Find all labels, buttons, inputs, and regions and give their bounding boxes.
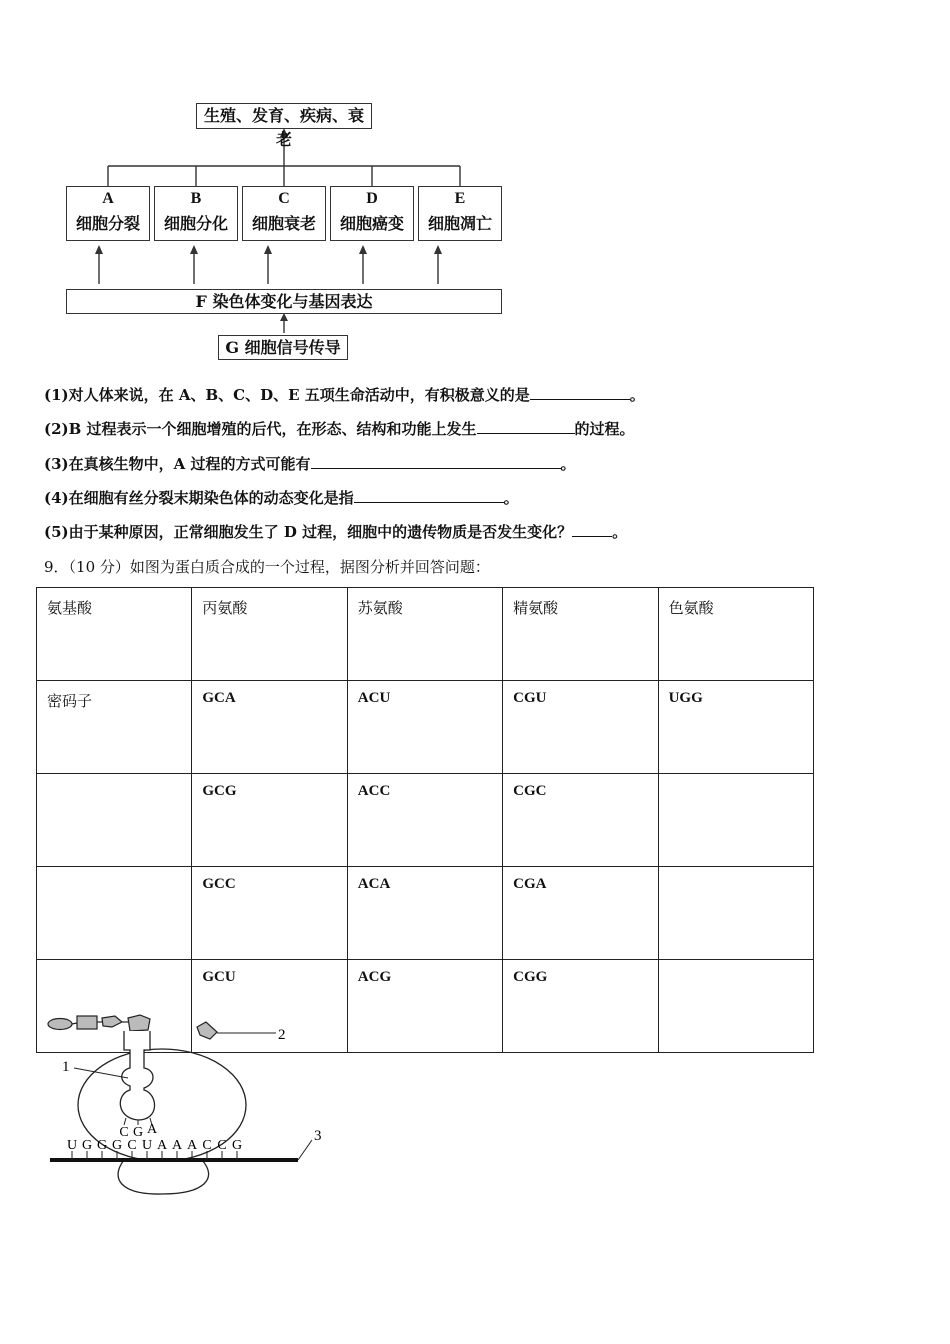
table-cell: GCC [192, 867, 347, 960]
table-cell: ACA [347, 867, 502, 960]
table-cell: 丙氨酸 [192, 588, 347, 681]
answer-blank[interactable] [530, 385, 630, 400]
translation-figure [40, 1010, 340, 1205]
table-row [37, 774, 814, 867]
answer-blank[interactable] [572, 522, 612, 537]
signal-box: G 细胞信号传导 [218, 335, 348, 360]
question-5 [44, 522, 627, 542]
mrna-bases [67, 1138, 242, 1160]
process-name: 细胞癌变 [339, 214, 404, 233]
codon-table [36, 587, 814, 1053]
table-cell [37, 867, 192, 960]
anticodon-base: G [132, 1125, 144, 1140]
anticodon-base: A [146, 1122, 158, 1137]
label-2: 2 [278, 1027, 286, 1043]
label-1: 1 [62, 1059, 70, 1075]
table-cell: ACU [347, 681, 502, 774]
anticodon-base: C [119, 1125, 129, 1140]
table-cell: CGA [503, 867, 658, 960]
process-name: 细胞分化 [163, 214, 228, 233]
outcome-box: 生殖、发育、疾病、衰老 [196, 103, 372, 129]
mrna-base: G [81, 1138, 93, 1153]
table-cell: 精氨酸 [503, 588, 658, 681]
mrna-base: A [156, 1138, 168, 1153]
question-3 [44, 454, 576, 474]
table-cell [658, 960, 813, 1053]
table-row [37, 681, 814, 774]
process-letter: C [278, 190, 290, 207]
process-letter: B [190, 190, 202, 207]
table-cell: 色氨酸 [658, 588, 813, 681]
table-cell: 密码子 [37, 681, 192, 774]
process-box-e [418, 186, 502, 241]
process-letter: D [366, 190, 378, 207]
question-9-title: 9．（10 分）如图为蛋白质合成的一个过程，据图分析并回答问题： [44, 558, 490, 576]
amino-acid-1 [48, 1019, 72, 1030]
table-cell: GCG [192, 774, 347, 867]
free-amino-acid [197, 1022, 217, 1039]
table-cell: 苏氨酸 [347, 588, 502, 681]
question-end: 的过程。 [574, 420, 635, 438]
mrna-base: C [217, 1138, 227, 1153]
amino-acid-2 [77, 1016, 97, 1029]
table-cell: 氨基酸 [37, 588, 192, 681]
mrna-base: G [231, 1138, 243, 1153]
mrna-base: A [186, 1138, 198, 1153]
answer-blank[interactable] [354, 488, 504, 503]
answer-blank[interactable] [477, 419, 575, 434]
table-header-row [37, 588, 814, 681]
answer-blank[interactable] [311, 454, 561, 469]
table-cell [37, 774, 192, 867]
ribosome-small-subunit [118, 1160, 209, 1194]
process-name: 细胞分裂 [75, 214, 140, 233]
process-box-c [242, 186, 326, 241]
mrna-base: A [171, 1138, 183, 1153]
table-cell [658, 867, 813, 960]
table-cell: CGG [503, 960, 658, 1053]
question-1 [44, 385, 645, 405]
label-1-leader [74, 1068, 128, 1078]
process-box-b [154, 186, 238, 241]
table-cell [658, 774, 813, 867]
amino-acid-3 [102, 1016, 122, 1027]
question-text: (3)在真核生物中，A 过程的方式可能有 [44, 455, 311, 473]
mrna-base: C [127, 1138, 137, 1153]
process-box-a [66, 186, 150, 241]
table-cell: ACG [347, 960, 502, 1053]
mrna-base: G [111, 1138, 123, 1153]
process-name: 细胞衰老 [251, 214, 316, 233]
table-cell: GCA [192, 681, 347, 774]
table-cell: UGG [658, 681, 813, 774]
question-text: (5)由于某种原因，正常细胞发生了 D 过程，细胞中的遗传物质是否发生变化？ [44, 523, 573, 541]
question-2 [44, 419, 635, 439]
table-row [37, 867, 814, 960]
mrna-base: G [96, 1138, 108, 1153]
question-4 [44, 488, 519, 508]
label-3-leader [298, 1140, 312, 1160]
process-box-d [330, 186, 414, 241]
question-end: 。 [612, 523, 628, 541]
table-cell: GCU [192, 960, 347, 1053]
anticodon [119, 1118, 158, 1140]
mrna-base: C [202, 1138, 212, 1153]
process-name: 细胞凋亡 [427, 214, 492, 233]
diagram-connectors [0, 0, 520, 370]
mrna-base: U [66, 1138, 78, 1153]
amino-acid-4 [128, 1015, 150, 1031]
question-end: 。 [560, 455, 576, 473]
peptide-bond-1 [72, 1023, 77, 1024]
table-cell: CGC [503, 774, 658, 867]
process-letter: E [454, 190, 466, 207]
question-text: (1)对人体来说，在 A、B、C、D、E 五项生命活动中，有积极意义的是 [44, 386, 530, 404]
process-letter: A [102, 190, 114, 207]
trna [120, 1031, 154, 1120]
table-cell: ACC [347, 774, 502, 867]
question-end: 。 [629, 386, 645, 404]
question-text: (4)在细胞有丝分裂末期染色体的动态变化是指 [44, 489, 354, 507]
table-cell: CGU [503, 681, 658, 774]
chromosome-gene-box: F 染色体变化与基因表达 [66, 289, 502, 314]
question-text: (2)B 过程表示一个细胞增殖的后代，在形态、结构和功能上发生 [44, 420, 477, 438]
question-end: 。 [503, 489, 519, 507]
mrna-base: U [141, 1138, 153, 1153]
label-3: 3 [314, 1128, 322, 1144]
